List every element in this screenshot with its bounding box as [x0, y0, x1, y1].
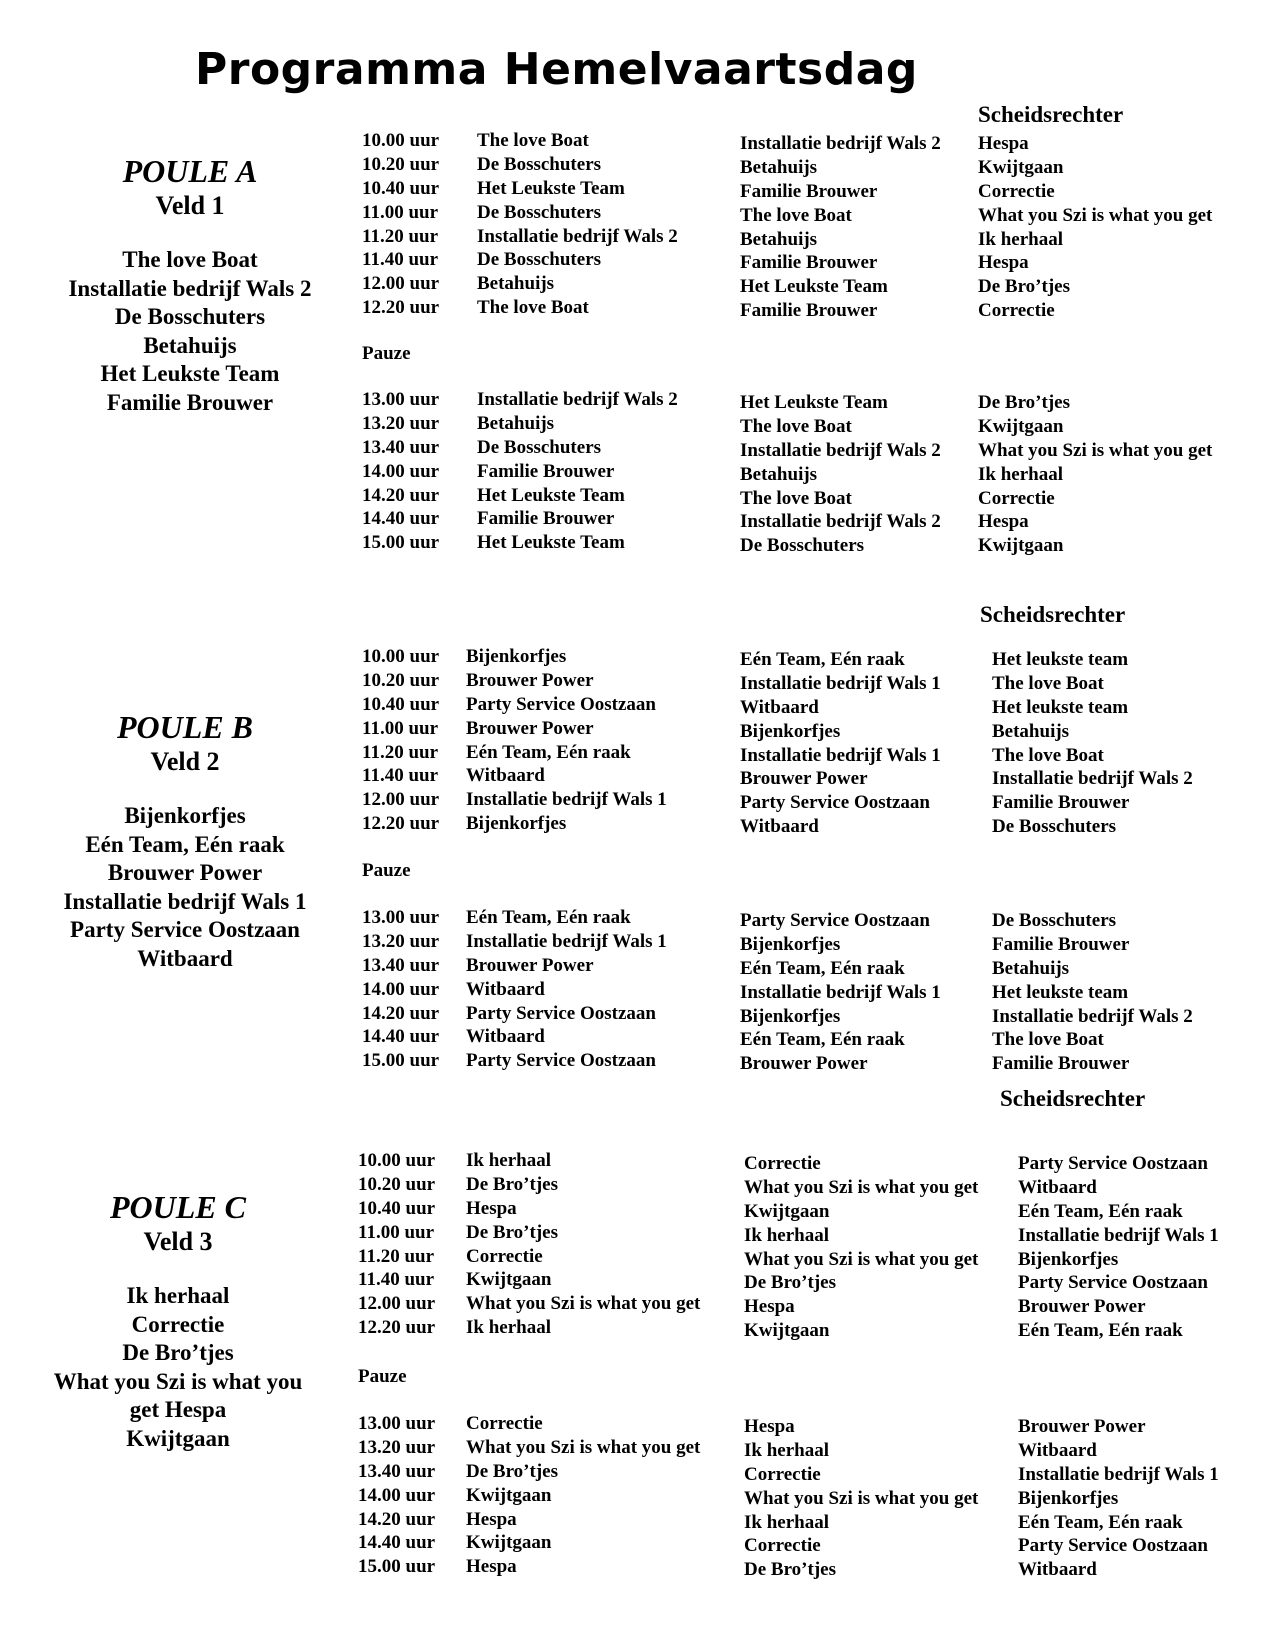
- team-name: Installatie bedrijf Wals 1: [63, 888, 307, 914]
- referee-cell: Brouwer Power: [1018, 1296, 1146, 1318]
- schedule-block: [0, 1150, 1275, 1341]
- team-home-cell: Installatie bedrijf Wals 1: [466, 789, 667, 811]
- pauze-label: Pauze: [362, 343, 411, 364]
- team-away-cell: Bijenkorfjes: [740, 720, 841, 742]
- team-home-cell: Ik herhaal: [466, 1150, 551, 1171]
- team-away-cell: Brouwer Power: [740, 768, 868, 790]
- team-away-cell: Kwijtgaan: [744, 1200, 830, 1222]
- referee-cell: Installatie bedrijf Wals 2: [992, 1005, 1193, 1027]
- poule-name: POULE C: [110, 1189, 246, 1225]
- referee-cell: Eén Team, Eén raak: [1018, 1200, 1183, 1222]
- team-home-cell: Het Leukste Team: [477, 177, 625, 199]
- time-cell: 11.20 uur: [362, 225, 439, 247]
- team-home-cell: What you Szi is what you get: [466, 1293, 701, 1315]
- schedule-row: [0, 226, 1275, 250]
- referee-cell: Eén Team, Eén raak: [1018, 1511, 1183, 1533]
- team-away-cell: Hespa: [744, 1416, 795, 1437]
- time-cell: 14.00 uur: [358, 1484, 436, 1506]
- schedule-row: [0, 249, 1275, 273]
- schedule-row: [0, 1198, 1275, 1222]
- team-name: Brouwer Power: [107, 860, 263, 885]
- team-home-cell: Eén Team, Eén raak: [466, 741, 631, 763]
- referee-cell: Installatie bedrijf Wals 2: [992, 768, 1193, 790]
- time-cell: 11.40 uur: [358, 1269, 435, 1291]
- time-cell: 12.00 uur: [362, 789, 440, 811]
- team-away-cell: Party Service Oostzaan: [740, 910, 930, 931]
- team-home-cell: Hespa: [466, 1197, 517, 1219]
- team-home-cell: Bijenkorfjes: [466, 813, 567, 835]
- time-cell: 12.20 uur: [358, 1317, 436, 1339]
- team-away-cell: Bijenkorfjes: [740, 933, 841, 955]
- schedule-row: [0, 178, 1275, 202]
- schedule-row: [0, 508, 1275, 532]
- schedule-row: [0, 1437, 1275, 1461]
- referee-header: Scheidsrechter: [978, 102, 1124, 127]
- team-name: Familie Brouwer: [106, 389, 274, 415]
- team-away-cell: Brouwer Power: [740, 1053, 868, 1075]
- team-away-cell: Installatie bedrijf Wals 1: [740, 672, 941, 694]
- time-cell: 14.20 uur: [362, 1002, 440, 1024]
- time-cell: 12.20 uur: [362, 297, 440, 319]
- schedule-row: [0, 694, 1275, 718]
- team-away-cell: Betahuijs: [740, 463, 818, 485]
- team-away-cell: Witbaard: [740, 816, 819, 838]
- referee-cell: Witbaard: [1018, 1439, 1097, 1461]
- referee-cell: Kwijtgaan: [978, 415, 1064, 437]
- team-away-cell: Ik herhaal: [744, 1439, 829, 1461]
- time-cell: 11.20 uur: [358, 1245, 435, 1267]
- team-home-cell: De Bosschuters: [477, 249, 602, 271]
- schedule-row: [0, 1269, 1275, 1293]
- referee-cell: Hespa: [978, 511, 1029, 533]
- time-cell: 10.20 uur: [362, 153, 440, 175]
- time-cell: 14.40 uur: [358, 1532, 436, 1554]
- team-name: Correctie: [131, 1311, 225, 1337]
- team-away-cell: Eén Team, Eén raak: [740, 957, 905, 979]
- team-name: Bijenkorfjes: [124, 803, 246, 828]
- team-home-cell: Brouwer Power: [466, 954, 594, 976]
- schedule-row: [0, 979, 1275, 1003]
- veld-label: Veld 3: [143, 1227, 213, 1256]
- pauze-label: Pauze: [362, 860, 411, 881]
- team-home-cell: Bijenkorfjes: [466, 646, 567, 667]
- team-away-cell: Ik herhaal: [744, 1224, 829, 1246]
- team-home-cell: Hespa: [466, 1556, 517, 1578]
- team-away-cell: De Bosschuters: [740, 535, 865, 557]
- team-name: Kwijtgaan: [126, 1425, 230, 1451]
- time-cell: 14.20 uur: [358, 1508, 436, 1530]
- referee-cell: Eén Team, Eén raak: [1018, 1320, 1183, 1342]
- time-cell: 10.00 uur: [362, 646, 440, 667]
- team-home-cell: Party Service Oostzaan: [466, 1002, 656, 1024]
- schedule-block: [0, 389, 1275, 556]
- referee-cell: Witbaard: [1018, 1176, 1097, 1198]
- schedule-row: [0, 389, 1275, 413]
- team-home-cell: De Bro’tjes: [466, 1460, 558, 1482]
- team-name: Party Service Oostzaan: [70, 917, 300, 942]
- team-home-cell: Witbaard: [466, 978, 545, 1000]
- team-home-cell: Brouwer Power: [466, 669, 594, 691]
- schedule-row: [0, 130, 1275, 154]
- veld-label: Veld 2: [150, 747, 220, 776]
- team-away-cell: Eén Team, Eén raak: [740, 649, 905, 670]
- referee-cell: Hespa: [978, 252, 1029, 274]
- time-cell: 12.20 uur: [362, 813, 440, 835]
- team-name: The love Boat: [122, 247, 258, 272]
- poule-name: POULE B: [117, 709, 253, 745]
- schedule-row: [0, 1485, 1275, 1509]
- time-cell: 10.40 uur: [362, 177, 440, 199]
- referee-cell: Correctie: [978, 180, 1055, 202]
- time-cell: 15.00 uur: [362, 532, 440, 554]
- team-away-cell: Ik herhaal: [744, 1511, 829, 1533]
- referee-cell: What you Szi is what you get: [978, 204, 1213, 226]
- referee-cell: Ik herhaal: [978, 228, 1063, 250]
- schedule-row: [0, 1532, 1275, 1556]
- schedule-block: [0, 130, 1275, 321]
- schedule-row: [0, 1246, 1275, 1270]
- team-away-cell: De Bro’tjes: [744, 1559, 836, 1581]
- time-cell: 14.00 uur: [362, 978, 440, 1000]
- team-home-cell: De Bosschuters: [477, 201, 602, 223]
- schedule-block: [0, 646, 1275, 837]
- schedule-row: [0, 1150, 1275, 1174]
- schedule-row: [0, 955, 1275, 979]
- pauze-label: Pauze: [358, 1366, 407, 1387]
- schedule-row: [0, 461, 1275, 485]
- team-away-cell: Witbaard: [740, 696, 819, 718]
- time-cell: 10.40 uur: [358, 1197, 436, 1219]
- team-name: What you Szi is what you: [53, 1368, 303, 1394]
- team-away-cell: Familie Brouwer: [740, 300, 878, 322]
- schedule-row: [0, 485, 1275, 509]
- page-title: Programma Hemelvaartsdag: [195, 44, 918, 95]
- referee-cell: Ik herhaal: [978, 463, 1063, 485]
- referee-cell: Witbaard: [1018, 1559, 1097, 1581]
- referee-cell: Familie Brouwer: [992, 933, 1130, 955]
- schedule-row: [0, 813, 1275, 837]
- referee-cell: Kwijtgaan: [978, 535, 1064, 557]
- schedule-row: [0, 789, 1275, 813]
- team-away-cell: De Bro’tjes: [744, 1272, 836, 1294]
- team-name: Installatie bedrijf Wals 2: [68, 275, 312, 301]
- time-cell: 10.40 uur: [362, 693, 440, 715]
- referee-cell: Hespa: [978, 133, 1029, 154]
- referee-cell: Installatie bedrijf Wals 1: [1018, 1224, 1219, 1246]
- team-away-cell: Betahuijs: [740, 156, 818, 178]
- team-away-cell: Kwijtgaan: [744, 1320, 830, 1342]
- time-cell: 11.40 uur: [362, 249, 439, 271]
- time-cell: 13.40 uur: [362, 954, 440, 976]
- poule-name: POULE A: [122, 153, 258, 189]
- time-cell: 11.00 uur: [362, 201, 439, 223]
- time-cell: 10.20 uur: [358, 1173, 436, 1195]
- schedule-row: [0, 907, 1275, 931]
- referee-cell: Betahuijs: [992, 957, 1070, 979]
- time-cell: 13.20 uur: [362, 930, 440, 952]
- referee-header: Scheidsrechter: [1000, 1086, 1146, 1111]
- referee-cell: Familie Brouwer: [992, 792, 1130, 814]
- time-cell: 11.20 uur: [362, 741, 439, 763]
- time-cell: 11.00 uur: [358, 1221, 435, 1243]
- team-away-cell: Familie Brouwer: [740, 252, 878, 274]
- time-cell: 13.00 uur: [362, 907, 440, 928]
- time-cell: 13.40 uur: [358, 1460, 436, 1482]
- team-home-cell: De Bosschuters: [477, 436, 602, 458]
- referee-cell: De Bosschuters: [992, 816, 1117, 838]
- team-away-cell: Het Leukste Team: [740, 276, 888, 298]
- team-home-cell: What you Szi is what you get: [466, 1436, 701, 1458]
- referee-cell: Correctie: [978, 300, 1055, 322]
- schedule-row: [0, 1174, 1275, 1198]
- team-name: De Bosschuters: [114, 304, 266, 329]
- referee-cell: Party Service Oostzaan: [1018, 1272, 1208, 1294]
- team-home-cell: Correctie: [466, 1413, 543, 1434]
- time-cell: 14.40 uur: [362, 1026, 440, 1048]
- team-away-cell: Party Service Oostzaan: [740, 792, 930, 814]
- referee-cell: Familie Brouwer: [992, 1053, 1130, 1075]
- schedule-row: [0, 532, 1275, 556]
- referee-cell: Betahuijs: [992, 720, 1070, 742]
- time-cell: 14.20 uur: [362, 484, 440, 506]
- veld-label: Veld 1: [155, 191, 225, 220]
- schedule-row: [0, 1556, 1275, 1580]
- referee-cell: The love Boat: [992, 1029, 1104, 1051]
- team-away-cell: Installatie bedrijf Wals 2: [740, 439, 941, 461]
- team-home-cell: Kwijtgaan: [466, 1532, 552, 1554]
- referee-cell: Bijenkorfjes: [1018, 1248, 1119, 1270]
- referee-cell: Party Service Oostzaan: [1018, 1535, 1208, 1557]
- team-home-cell: Kwijtgaan: [466, 1484, 552, 1506]
- referee-cell: Het leukste team: [992, 696, 1129, 718]
- time-cell: 12.00 uur: [358, 1293, 436, 1315]
- referee-cell: Party Service Oostzaan: [1018, 1153, 1208, 1174]
- referee-cell: De Bro’tjes: [978, 392, 1070, 413]
- team-away-cell: What you Szi is what you get: [744, 1248, 979, 1270]
- time-cell: 11.00 uur: [362, 717, 439, 739]
- schedule-row: [0, 1461, 1275, 1485]
- referee-cell: What you Szi is what you get: [978, 439, 1213, 461]
- team-away-cell: Het Leukste Team: [740, 392, 888, 413]
- schedule-row: [0, 742, 1275, 766]
- team-home-cell: De Bosschuters: [477, 153, 602, 175]
- time-cell: 10.00 uur: [362, 130, 440, 151]
- schedule-row: [0, 646, 1275, 670]
- team-home-cell: De Bro’tjes: [466, 1221, 558, 1243]
- team-home-cell: Witbaard: [466, 1026, 545, 1048]
- time-cell: 15.00 uur: [358, 1556, 436, 1578]
- team-away-cell: What you Szi is what you get: [744, 1487, 979, 1509]
- schedule-row: [0, 297, 1275, 321]
- team-away-cell: Installatie bedrijf Wals 2: [740, 133, 941, 154]
- referee-cell: Installatie bedrijf Wals 1: [1018, 1463, 1219, 1485]
- time-cell: 11.40 uur: [362, 765, 439, 787]
- team-home-cell: Eén Team, Eén raak: [466, 907, 631, 928]
- time-cell: 13.00 uur: [358, 1413, 436, 1434]
- team-name: Betahuijs: [143, 332, 237, 358]
- team-away-cell: Correctie: [744, 1535, 821, 1557]
- referee-cell: De Bro’tjes: [978, 276, 1070, 298]
- team-name: De Bro’tjes: [122, 1340, 234, 1365]
- schedule-row: [0, 1413, 1275, 1437]
- team-name: Witbaard: [137, 945, 233, 971]
- team-away-cell: The love Boat: [740, 204, 852, 226]
- team-home-cell: Party Service Oostzaan: [466, 693, 656, 715]
- time-cell: 14.40 uur: [362, 508, 440, 530]
- team-home-cell: Betahuijs: [477, 412, 555, 434]
- team-away-cell: Installatie bedrijf Wals 1: [740, 744, 941, 766]
- time-cell: 12.00 uur: [362, 273, 440, 295]
- referee-cell: The love Boat: [992, 744, 1104, 766]
- referee-cell: Bijenkorfjes: [1018, 1487, 1119, 1509]
- team-name: Eén Team, Eén raak: [85, 831, 285, 857]
- team-away-cell: Betahuijs: [740, 228, 818, 250]
- schedule-row: [0, 154, 1275, 178]
- referee-cell: De Bosschuters: [992, 910, 1117, 931]
- team-away-cell: Eén Team, Eén raak: [740, 1029, 905, 1051]
- team-away-cell: Bijenkorfjes: [740, 1005, 841, 1027]
- schedule-row: [0, 1509, 1275, 1533]
- time-cell: 10.20 uur: [362, 669, 440, 691]
- team-away-cell: The love Boat: [740, 415, 852, 437]
- schedule-row: [0, 670, 1275, 694]
- team-home-cell: Installatie bedrijf Wals 2: [477, 225, 678, 247]
- time-cell: 14.00 uur: [362, 460, 440, 482]
- referee-cell: Correctie: [978, 487, 1055, 509]
- schedule-row: [0, 202, 1275, 226]
- schedule-row: [0, 1026, 1275, 1050]
- schedule-row: [0, 1003, 1275, 1027]
- team-home-cell: Het Leukste Team: [477, 532, 625, 554]
- schedule-row: [0, 1222, 1275, 1246]
- schedule-row: [0, 1293, 1275, 1317]
- team-home-cell: Betahuijs: [477, 273, 555, 295]
- schedule-row: [0, 1050, 1275, 1074]
- time-cell: 13.20 uur: [358, 1436, 436, 1458]
- team-home-cell: Brouwer Power: [466, 717, 594, 739]
- schedule-row: [0, 273, 1275, 297]
- team-away-cell: Hespa: [744, 1296, 795, 1318]
- team-name: get Hespa: [129, 1397, 227, 1422]
- team-away-cell: Correctie: [744, 1153, 821, 1174]
- team-home-cell: Witbaard: [466, 765, 545, 787]
- referee-cell: Het leukste team: [992, 649, 1129, 670]
- time-cell: 13.20 uur: [362, 412, 440, 434]
- schedule-row: [0, 437, 1275, 461]
- team-home-cell: Party Service Oostzaan: [466, 1050, 656, 1072]
- time-cell: 13.40 uur: [362, 436, 440, 458]
- schedule-row: [0, 413, 1275, 437]
- team-away-cell: What you Szi is what you get: [744, 1176, 979, 1198]
- referee-cell: Het leukste team: [992, 981, 1129, 1003]
- referee-cell: Brouwer Power: [1018, 1416, 1146, 1437]
- team-away-cell: The love Boat: [740, 487, 852, 509]
- referee-cell: Kwijtgaan: [978, 156, 1064, 178]
- team-name: Het Leukste Team: [100, 361, 280, 386]
- schedule-block: [0, 1413, 1275, 1580]
- schedule-row: [0, 718, 1275, 742]
- schedule-row: [0, 1317, 1275, 1341]
- team-away-cell: Correctie: [744, 1463, 821, 1485]
- team-home-cell: Het Leukste Team: [477, 484, 625, 506]
- team-home-cell: Correctie: [466, 1245, 543, 1267]
- referee-cell: The love Boat: [992, 672, 1104, 694]
- team-home-cell: De Bro’tjes: [466, 1173, 558, 1195]
- schedule-row: [0, 931, 1275, 955]
- time-cell: 15.00 uur: [362, 1050, 440, 1072]
- team-name: Ik herhaal: [126, 1283, 230, 1308]
- team-away-cell: Installatie bedrijf Wals 2: [740, 511, 941, 533]
- team-home-cell: Ik herhaal: [466, 1317, 551, 1339]
- team-home-cell: Hespa: [466, 1508, 517, 1530]
- time-cell: 10.00 uur: [358, 1150, 436, 1171]
- team-home-cell: Familie Brouwer: [477, 460, 615, 482]
- schedule-row: [0, 765, 1275, 789]
- team-away-cell: Familie Brouwer: [740, 180, 878, 202]
- time-cell: 13.00 uur: [362, 389, 440, 410]
- team-home-cell: Installatie bedrijf Wals 1: [466, 930, 667, 952]
- referee-header: Scheidsrechter: [980, 602, 1126, 627]
- team-home-cell: The love Boat: [477, 130, 589, 151]
- team-home-cell: Installatie bedrijf Wals 2: [477, 389, 678, 410]
- schedule-block: [0, 907, 1275, 1074]
- team-away-cell: Installatie bedrijf Wals 1: [740, 981, 941, 1003]
- team-home-cell: Familie Brouwer: [477, 508, 615, 530]
- team-home-cell: The love Boat: [477, 297, 589, 319]
- team-home-cell: Kwijtgaan: [466, 1269, 552, 1291]
